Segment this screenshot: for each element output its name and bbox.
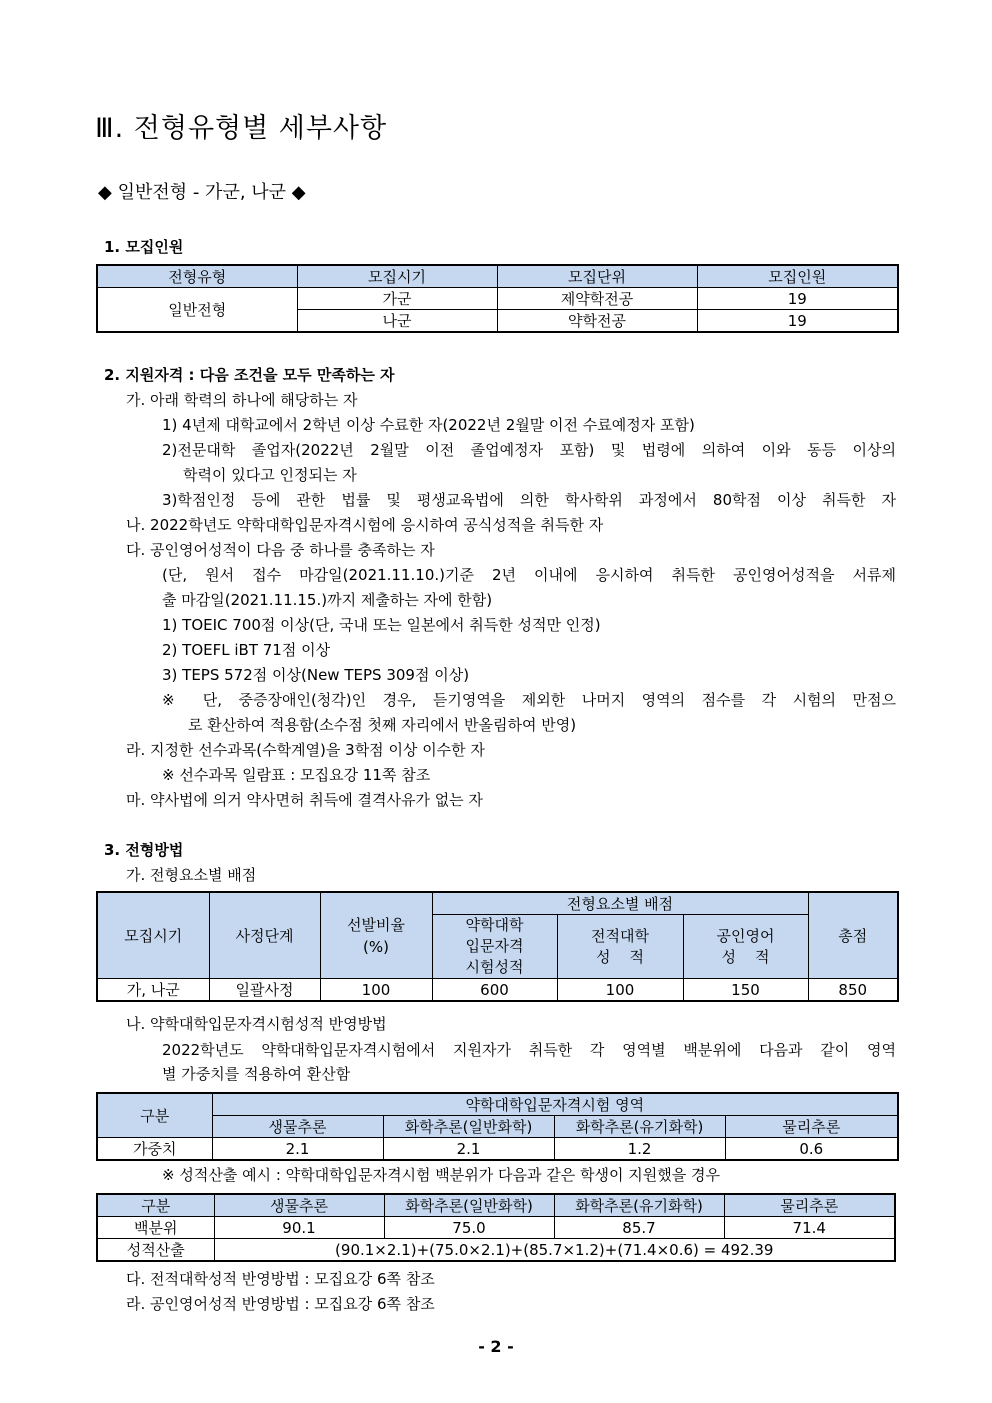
score-cell: 850 — [808, 979, 898, 1002]
sec3-item-da: 다. 전적대학성적 반영방법 : 모집요강 6쪽 참조 — [126, 1270, 435, 1288]
example-pct-cell: 90.1 — [214, 1217, 384, 1239]
sec2-item-da-note: (단, 원서 접수 마감일(2021.11.10.)기준 2년 이내에 응시하여 취득한 공인영어성적을 서류제 — [162, 566, 896, 584]
sec2-item-ga2-cont: 학력이 있다고 인정되는 자 — [183, 466, 357, 484]
score-cell: 일괄사정 — [209, 979, 320, 1002]
recruit-unit: 약학전공 — [497, 310, 697, 333]
score-header-period: 모집시기 — [97, 892, 209, 979]
example-pct-cell: 71.4 — [724, 1217, 895, 1239]
example-header-div: 구분 — [97, 1194, 214, 1217]
sec2-item-ma: 마. 약사법에 의거 약사면허 취득에 결격사유가 없는 자 — [126, 791, 483, 809]
recruit-period: 가군 — [297, 288, 497, 310]
score-cell: 가, 나군 — [97, 979, 209, 1002]
weight-cell: 2.1 — [212, 1138, 383, 1161]
score-header-peet-line2: 입문자격 — [465, 937, 524, 955]
sec1-heading: 1. 모집인원 — [104, 238, 184, 256]
score-header-stage: 사정단계 — [209, 892, 320, 979]
recruit-header: 모집단위 — [497, 265, 697, 288]
weight-header-group: 약학대학입문자격시험 영역 — [212, 1093, 898, 1116]
sec3-na-desc: 2022학년도 약학대학입문자격시험에서 지원자가 취득한 각 영역별 백분위에 다음과 같이 영역 — [162, 1041, 896, 1059]
sec2-item-ra: 라. 지정한 선수과목(수학계열)을 3학점 이상 이수한 자 — [126, 741, 485, 759]
sec2-item-ga1: 1) 4년제 대학교에서 2학년 이상 수료한 자(2022년 2월말 이전 수료예정자 포함) — [162, 416, 695, 434]
example-pct-label: 백분위 — [97, 1217, 214, 1239]
score-header-group: 전형요소별 배점 — [432, 892, 808, 915]
recruit-unit: 제약학전공 — [497, 288, 697, 310]
sec3-item-ga: 가. 전형요소별 배점 — [126, 866, 257, 884]
sec2-item-da-star-cont: 로 환산하여 적용함(소수점 첫째 자리에서 반올림하여 반영) — [188, 716, 577, 734]
sec3-item-na: 나. 약학대학입문자격시험성적 반영방법 — [126, 1015, 387, 1033]
sec2-item-ra-note: ※ 선수과목 일람표 : 모집요강 11쪽 참조 — [162, 766, 431, 784]
page-title: Ⅲ. 전형유형별 세부사항 — [95, 113, 388, 144]
score-header-college-line2: 성 적 — [595, 947, 645, 966]
score-header-english-line2: 성 적 — [721, 947, 770, 966]
sec2-item-da3: 3) TEPS 572점 이상(New TEPS 309점 이상) — [162, 666, 470, 684]
weight-header-subject: 물리추론 — [725, 1116, 898, 1138]
sec2-item-da-star: ※ 단, 중증장애인(청각)인 경우, 듣기영역을 제외한 나머지 영역의 점수를 각 시험의 만점으 — [162, 691, 896, 709]
recruit-period: 나군 — [297, 310, 497, 333]
score-header-english — [683, 915, 808, 979]
weight-header-div: 구분 — [97, 1093, 212, 1138]
sec2-item-da2: 2) TOEFL iBT 71점 이상 — [162, 641, 331, 659]
score-header-ratio — [320, 892, 432, 979]
score-header-peet-line1: 약학대학 — [465, 916, 524, 934]
sec2-item-da1: 1) TOEIC 700점 이상(단, 국내 또는 일본에서 취득한 성적만 인정) — [162, 616, 601, 634]
recruit-header: 모집시기 — [297, 265, 497, 288]
page-number: - 2 - — [478, 1337, 514, 1356]
sec2-item-ga: 가. 아래 학력의 하나에 해당하는 자 — [126, 391, 358, 409]
recruit-table — [96, 264, 899, 333]
score-header-peet-line3: 시험성적 — [465, 958, 524, 976]
sec2-item-ga3: 3)학점인정 등에 관한 법률 및 평생교육법에 의한 학사학위 과정에서 80학점 이상 취득한 자 — [162, 491, 896, 509]
recruit-type: 일반전형 — [97, 288, 297, 333]
recruit-header: 전형유형 — [97, 265, 297, 288]
weight-header-subject: 화학추론(유기화학) — [554, 1116, 725, 1138]
score-header-ratio-line1: 선발비율 — [347, 915, 405, 934]
sec2-heading: 2. 지원자격 : 다음 조건을 모두 만족하는 자 — [104, 366, 395, 384]
score-cell: 150 — [683, 979, 808, 1002]
example-header-subject: 화학추론(일반화학) — [384, 1194, 554, 1217]
recruit-count: 19 — [697, 288, 898, 310]
score-header-english-line1: 공인영어 — [716, 926, 775, 945]
weight-header-subject: 화학추론(일반화학) — [383, 1116, 554, 1138]
score-header-total: 총점 — [808, 892, 898, 979]
example-header-subject: 물리추론 — [724, 1194, 895, 1217]
example-calc-label: 성적산출 — [97, 1239, 214, 1262]
weight-cell: 1.2 — [554, 1138, 725, 1161]
score-cell: 100 — [557, 979, 683, 1002]
sec3-item-ra: 라. 공인영어성적 반영방법 : 모집요강 6쪽 참조 — [126, 1295, 435, 1313]
recruit-header: 모집인원 — [697, 265, 898, 288]
sec3-na-desc-cont: 별 가중치를 적용하여 환산함 — [162, 1065, 351, 1083]
score-cell: 100 — [320, 979, 432, 1002]
score-header-college-line1: 전적대학 — [591, 926, 649, 945]
recruit-count: 19 — [697, 310, 898, 333]
example-note: ※ 성적산출 예시 : 약학대학입문자격시험 백분위가 다음과 같은 학생이 지원했을 경우 — [162, 1166, 720, 1184]
score-cell: 600 — [432, 979, 557, 1002]
section-subtitle: ◆ 일반전형 - 가군, 나군 ◆ — [98, 182, 306, 203]
weight-cell: 2.1 — [383, 1138, 554, 1161]
weight-cell: 0.6 — [725, 1138, 898, 1161]
weight-table — [96, 1092, 899, 1161]
sec2-item-da: 다. 공인영어성적이 다음 중 하나를 충족하는 자 — [126, 541, 435, 559]
score-header-peet — [432, 915, 557, 979]
score-header-ratio-line2: (%) — [363, 937, 389, 956]
example-pct-cell: 75.0 — [384, 1217, 554, 1239]
example-header-subject: 생물추론 — [214, 1194, 384, 1217]
weight-row-label: 가중치 — [97, 1138, 212, 1161]
weight-header-subject: 생물추론 — [212, 1116, 383, 1138]
example-pct-cell: 85.7 — [554, 1217, 724, 1239]
score-table — [96, 891, 899, 1002]
example-header-subject: 화학추론(유기화학) — [554, 1194, 724, 1217]
sec2-item-ga2: 2)전문대학 졸업자(2022년 2월말 이전 졸업예정자 포함) 및 법령에 의하여 이와 동등 이상의 — [162, 441, 896, 459]
example-calc-formula: (90.1×2.1)+(75.0×2.1)+(85.7×1.2)+(71.4×0.6) = 492.39 — [214, 1239, 895, 1262]
sec2-item-na: 나. 2022학년도 약학대학입문자격시험에 응시하여 공식성적을 취득한 자 — [126, 516, 604, 534]
example-table — [96, 1193, 896, 1262]
sec2-item-da-note-cont: 출 마감일(2021.11.15.)까지 제출하는 자에 한함) — [162, 591, 493, 609]
sec3-heading: 3. 전형방법 — [104, 841, 184, 859]
score-header-college — [557, 915, 683, 979]
